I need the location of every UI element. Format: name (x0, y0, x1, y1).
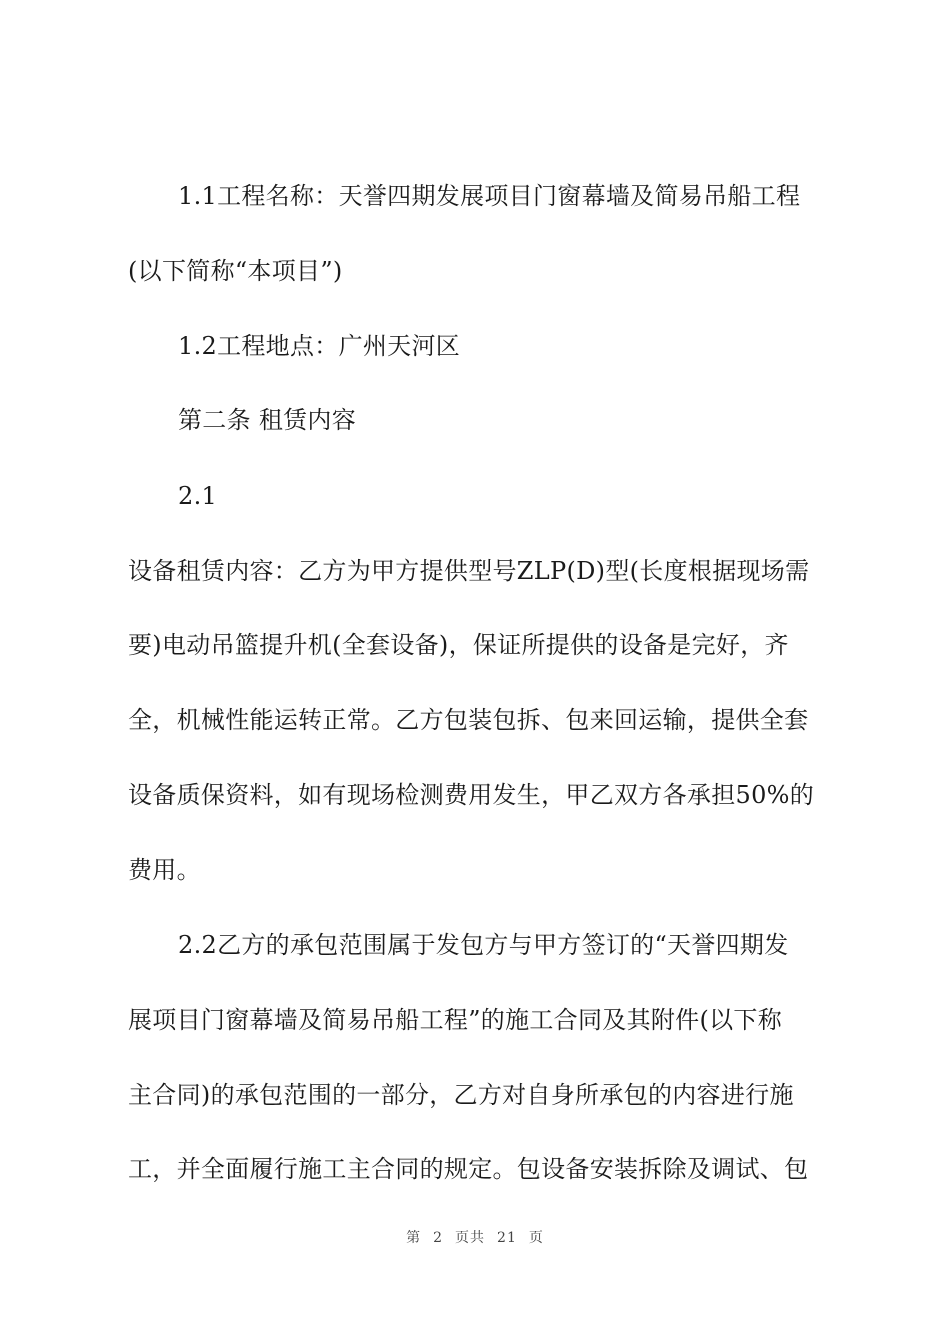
paragraph-line-2-2-b: 展项目门窗幕墙及简易吊船工程”的施工合同及其附件(以下称 (128, 1006, 783, 1034)
paragraph-line-2-2-c: 主合同)的承包范围的一部分，乙方对自身所承包的内容进行施 (128, 1081, 794, 1109)
clause-number-2-1: 2.1 (178, 482, 218, 510)
paragraph-line-2-1-a: 设备租赁内容：乙方为甲方提供型号ZLP(D)型(长度根据现场需 (128, 557, 810, 585)
paragraph-line-1-2-project-location: 1.2工程地点：广州天河区 (178, 332, 461, 360)
footer-middle: 页共 (455, 1230, 486, 1246)
paragraph-line-2-2-a: 2.2乙方的承包范围属于发包方与甲方签订的“天誉四期发 (178, 931, 789, 959)
footer-prefix: 第 (406, 1230, 422, 1246)
paragraph-line-1-1-continued: (以下简称“本项目”) (128, 257, 343, 285)
paragraph-line-2-1-d: 设备质保资料，如有现场检测费用发生，甲乙双方各承担50%的 (128, 781, 815, 809)
paragraph-line-2-1-c: 全，机械性能运转正常。乙方包装包拆、包来回运输，提供全套 (128, 706, 809, 734)
section-heading-article-2: 第二条 租赁内容 (178, 406, 357, 434)
footer-page-number: 2 (433, 1230, 444, 1246)
paragraph-line-2-1-b: 要)电动吊篮提升机(全套设备)，保证所提供的设备是完好，齐 (128, 631, 789, 659)
paragraph-line-1-1-project-name: 1.1工程名称：天誉四期发展项目门窗幕墙及简易吊船工程 (178, 182, 801, 210)
page-footer (0, 1228, 950, 1248)
paragraph-line-2-1-e: 费用。 (128, 856, 201, 884)
paragraph-line-2-2-d: 工，并全面履行施工主合同的规定。包设备安装拆除及调试、包 (128, 1155, 809, 1183)
footer-total-pages: 21 (497, 1230, 517, 1246)
footer-suffix: 页 (528, 1230, 544, 1246)
